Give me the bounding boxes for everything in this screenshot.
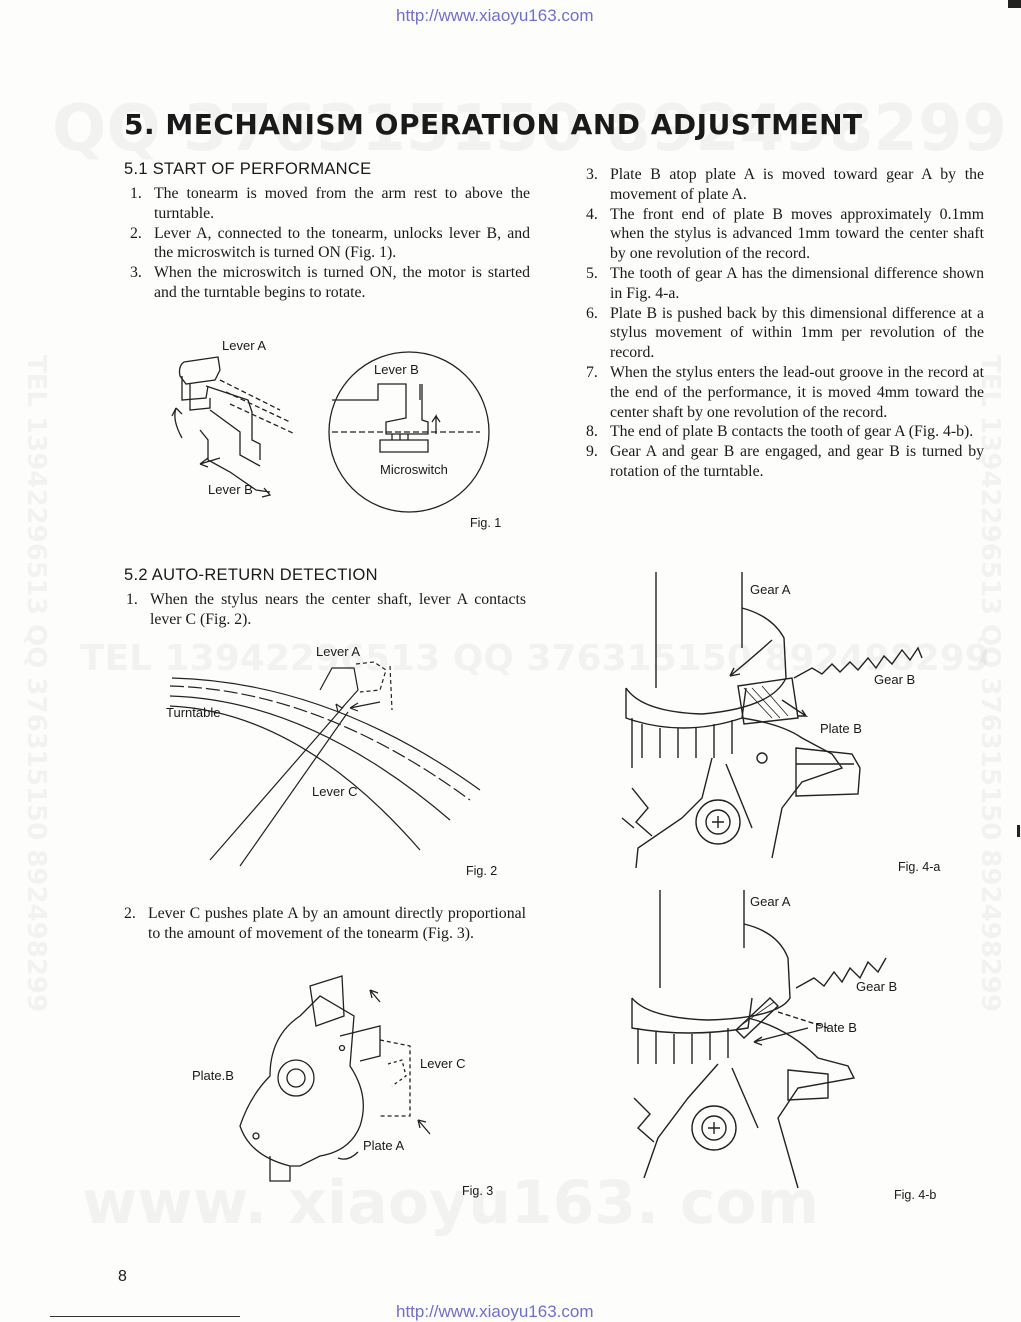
section-5-2-list	[124, 590, 526, 630]
section-5-1-heading: 5.1 START OF PERFORMANCE	[124, 160, 372, 178]
fig4b-caption: Fig. 4-b	[894, 1188, 937, 1202]
fig2-label-lever-c: Lever C	[312, 784, 358, 799]
list-item: 3. When the microswitch is turned ON, the motor is started and the turntable begins to rotate.	[130, 264, 530, 301]
fig4a-caption: Fig. 4-a	[898, 860, 941, 874]
fig3-diagram	[230, 976, 450, 1186]
fig4b-diagram	[628, 888, 988, 1188]
fig1-label-microswitch: Microswitch	[380, 462, 448, 477]
footer-rule	[50, 1316, 240, 1317]
right-column-list	[584, 165, 984, 482]
section-5-1-list	[128, 184, 530, 303]
fig3-label-plate-b: Plate.B	[192, 1068, 234, 1083]
section-5-2-heading: 5.2 AUTO-RETURN DETECTION	[124, 566, 378, 584]
fig2-diagram	[170, 650, 490, 870]
list-item: 8. The end of plate B contacts the tooth of gear A (Fig. 4-b).	[586, 423, 974, 441]
fig4a-label-gear-b: Gear B	[874, 672, 916, 687]
list-item: 2. Lever C pushes plate A by an amount directly proportional to the amount of movement of the tonearm (Fig. 3).	[124, 905, 526, 942]
list-item: 9. Gear A and gear B are engaged, and gear B is turned by rotation of the turntable.	[586, 443, 984, 480]
list-item: 6. Plate B is pushed back by this dimensional difference at a stylus movement of within 1mm per revolution of the record.	[586, 304, 984, 362]
fig1-label-lever-a: Lever A	[222, 338, 267, 353]
section-5-2-list-2	[122, 904, 526, 944]
fig1-diagram	[160, 340, 500, 530]
list-item: 4. The front end of plate B moves approximately 0.1mm when the stylus is advanced 1mm toward the center shaft by one revolution of the record.	[586, 205, 984, 263]
page-number: 8	[118, 1268, 127, 1285]
fig4b-label-gear-a: Gear A	[750, 894, 791, 909]
fig4b-label-gear-b: Gear B	[856, 979, 898, 994]
fig3-caption: Fig. 3	[462, 1184, 494, 1198]
fig1-caption: Fig. 1	[470, 516, 502, 530]
watermark-left	[21, 355, 51, 955]
list-item: 5. The tooth of gear A has the dimensional difference shown in Fig. 4-a.	[586, 264, 984, 302]
list-item: 3. Plate B atop plate A is moved toward gear A by the movement of plate A.	[586, 166, 984, 203]
corner-mark	[1008, 0, 1021, 8]
fig3-label-plate-a: Plate A	[363, 1138, 405, 1153]
list-item: 1. When the stylus nears the center shaft, lever A contacts lever C (Fig. 2).	[126, 591, 526, 628]
list-item: 1. The tonearm is moved from the arm rest to above the turntable.	[130, 185, 530, 222]
fig2-label-lever-a: Lever A	[316, 644, 361, 659]
fig4b-label-plate-b: Plate B	[815, 1020, 857, 1035]
list-item: 7. When the stylus enters the lead-out groove in the record at the end of the performance, it is moved 4mm toward the center shaft by one revolution of the record.	[586, 363, 984, 421]
fig1-label-lever-b-inset: Lever B	[374, 362, 419, 377]
edge-mark	[1017, 825, 1020, 837]
list-item: 2. Lever A, connected to the tonearm, unlocks lever B, and the microswitch is turned ON (Fig. 1).	[130, 224, 530, 262]
fig1-label-lever-b: Lever B	[208, 482, 253, 497]
fig4a-diagram	[622, 568, 1002, 868]
fig2-label-turntable: Turntable	[166, 705, 221, 720]
fig4a-label-plate-b: Plate B	[820, 721, 862, 736]
fig4a-label-gear-a: Gear A	[750, 582, 791, 597]
page-title: 5. MECHANISM OPERATION AND ADJUSTMENT	[124, 108, 863, 141]
footer-url[interactable]: http://www.xiaoyu163.com	[396, 1302, 594, 1321]
fig3-label-lever-c: Lever C	[420, 1056, 466, 1071]
header-url[interactable]: http://www.xiaoyu163.com	[396, 6, 594, 25]
fig2-caption: Fig. 2	[466, 864, 498, 878]
